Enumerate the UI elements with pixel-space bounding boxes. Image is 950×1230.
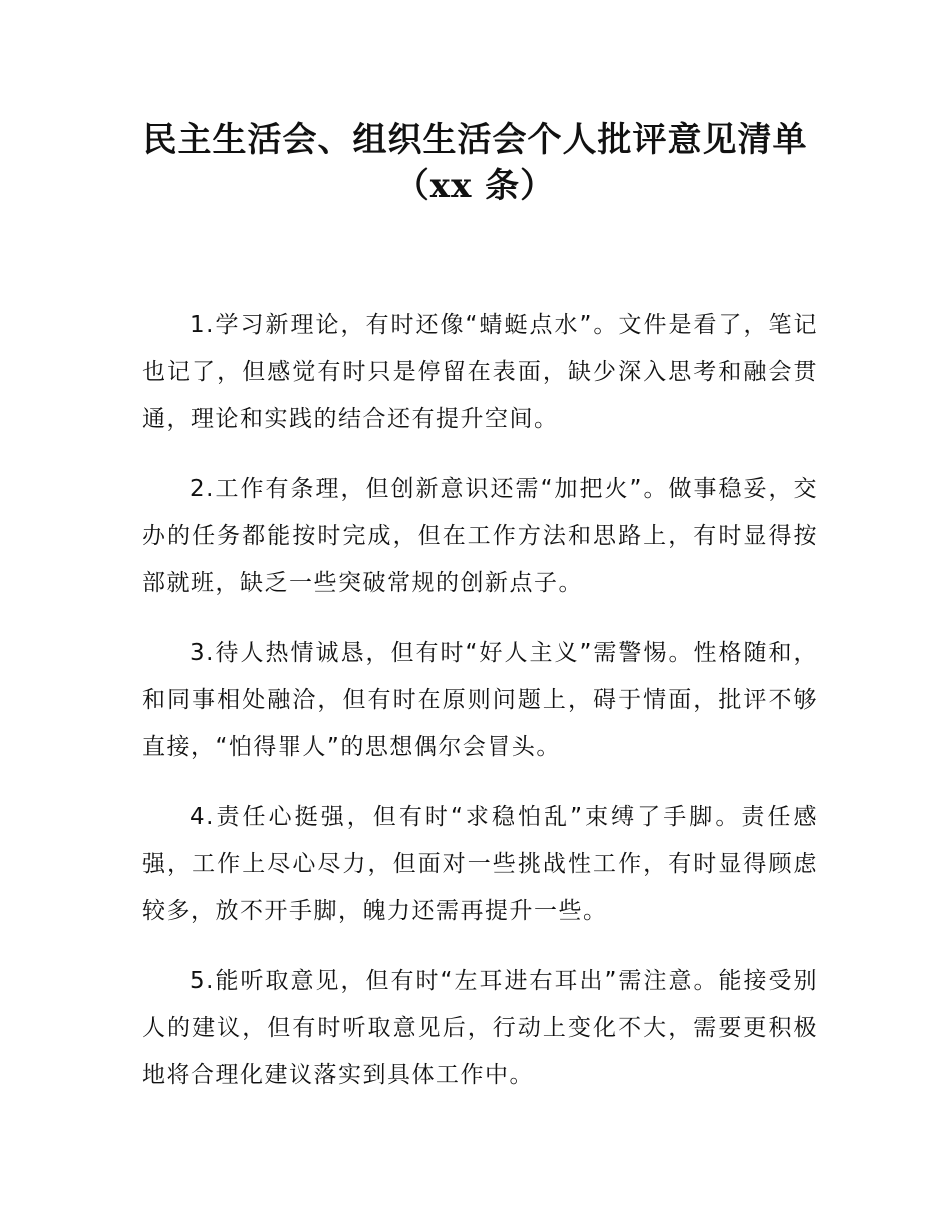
list-item-3: 3.待人热情诚恳，但有时“好人主义”需警惕。性格随和，和同事相处融洽，但有时在原则问题上，碍于情面，批评不够直接，“怕得罪人”的思想偶尔会冒头。 <box>142 640 818 760</box>
document-title-line2: （xx 条） <box>394 166 556 206</box>
list-item-2: 2.工作有条理，但创新意识还需“加把火”。做事稳妥，交办的任务都能按时完成，但在工作方法和思路上，有时显得按部就班，缺乏一些突破常规的创新点子。 <box>142 476 818 596</box>
list-item-1: 1.学习新理论，有时还像“蜻蜓点水”。文件是看了，笔记也记了，但感觉有时只是停留在表面，缺少深入思考和融会贯通，理论和实践的结合还有提升空间。 <box>142 312 818 432</box>
document-body <box>142 302 818 1122</box>
list-item-5: 5.能听取意见，但有时“左耳进右耳出”需注意。能接受别人的建议，但有时听取意见后，行动上变化不大，需要更积极地将合理化建议落实到具体工作中。 <box>142 968 818 1088</box>
document-title-line1: 民主生活会、组织生活会个人批评意见清单 <box>142 120 808 160</box>
list-item-4: 4.责任心挺强，但有时“求稳怕乱”束缚了手脚。责任感强，工作上尽心尽力，但面对一些挑战性工作，有时显得顾虑较多，放不开手脚，魄力还需再提升一些。 <box>142 804 818 924</box>
